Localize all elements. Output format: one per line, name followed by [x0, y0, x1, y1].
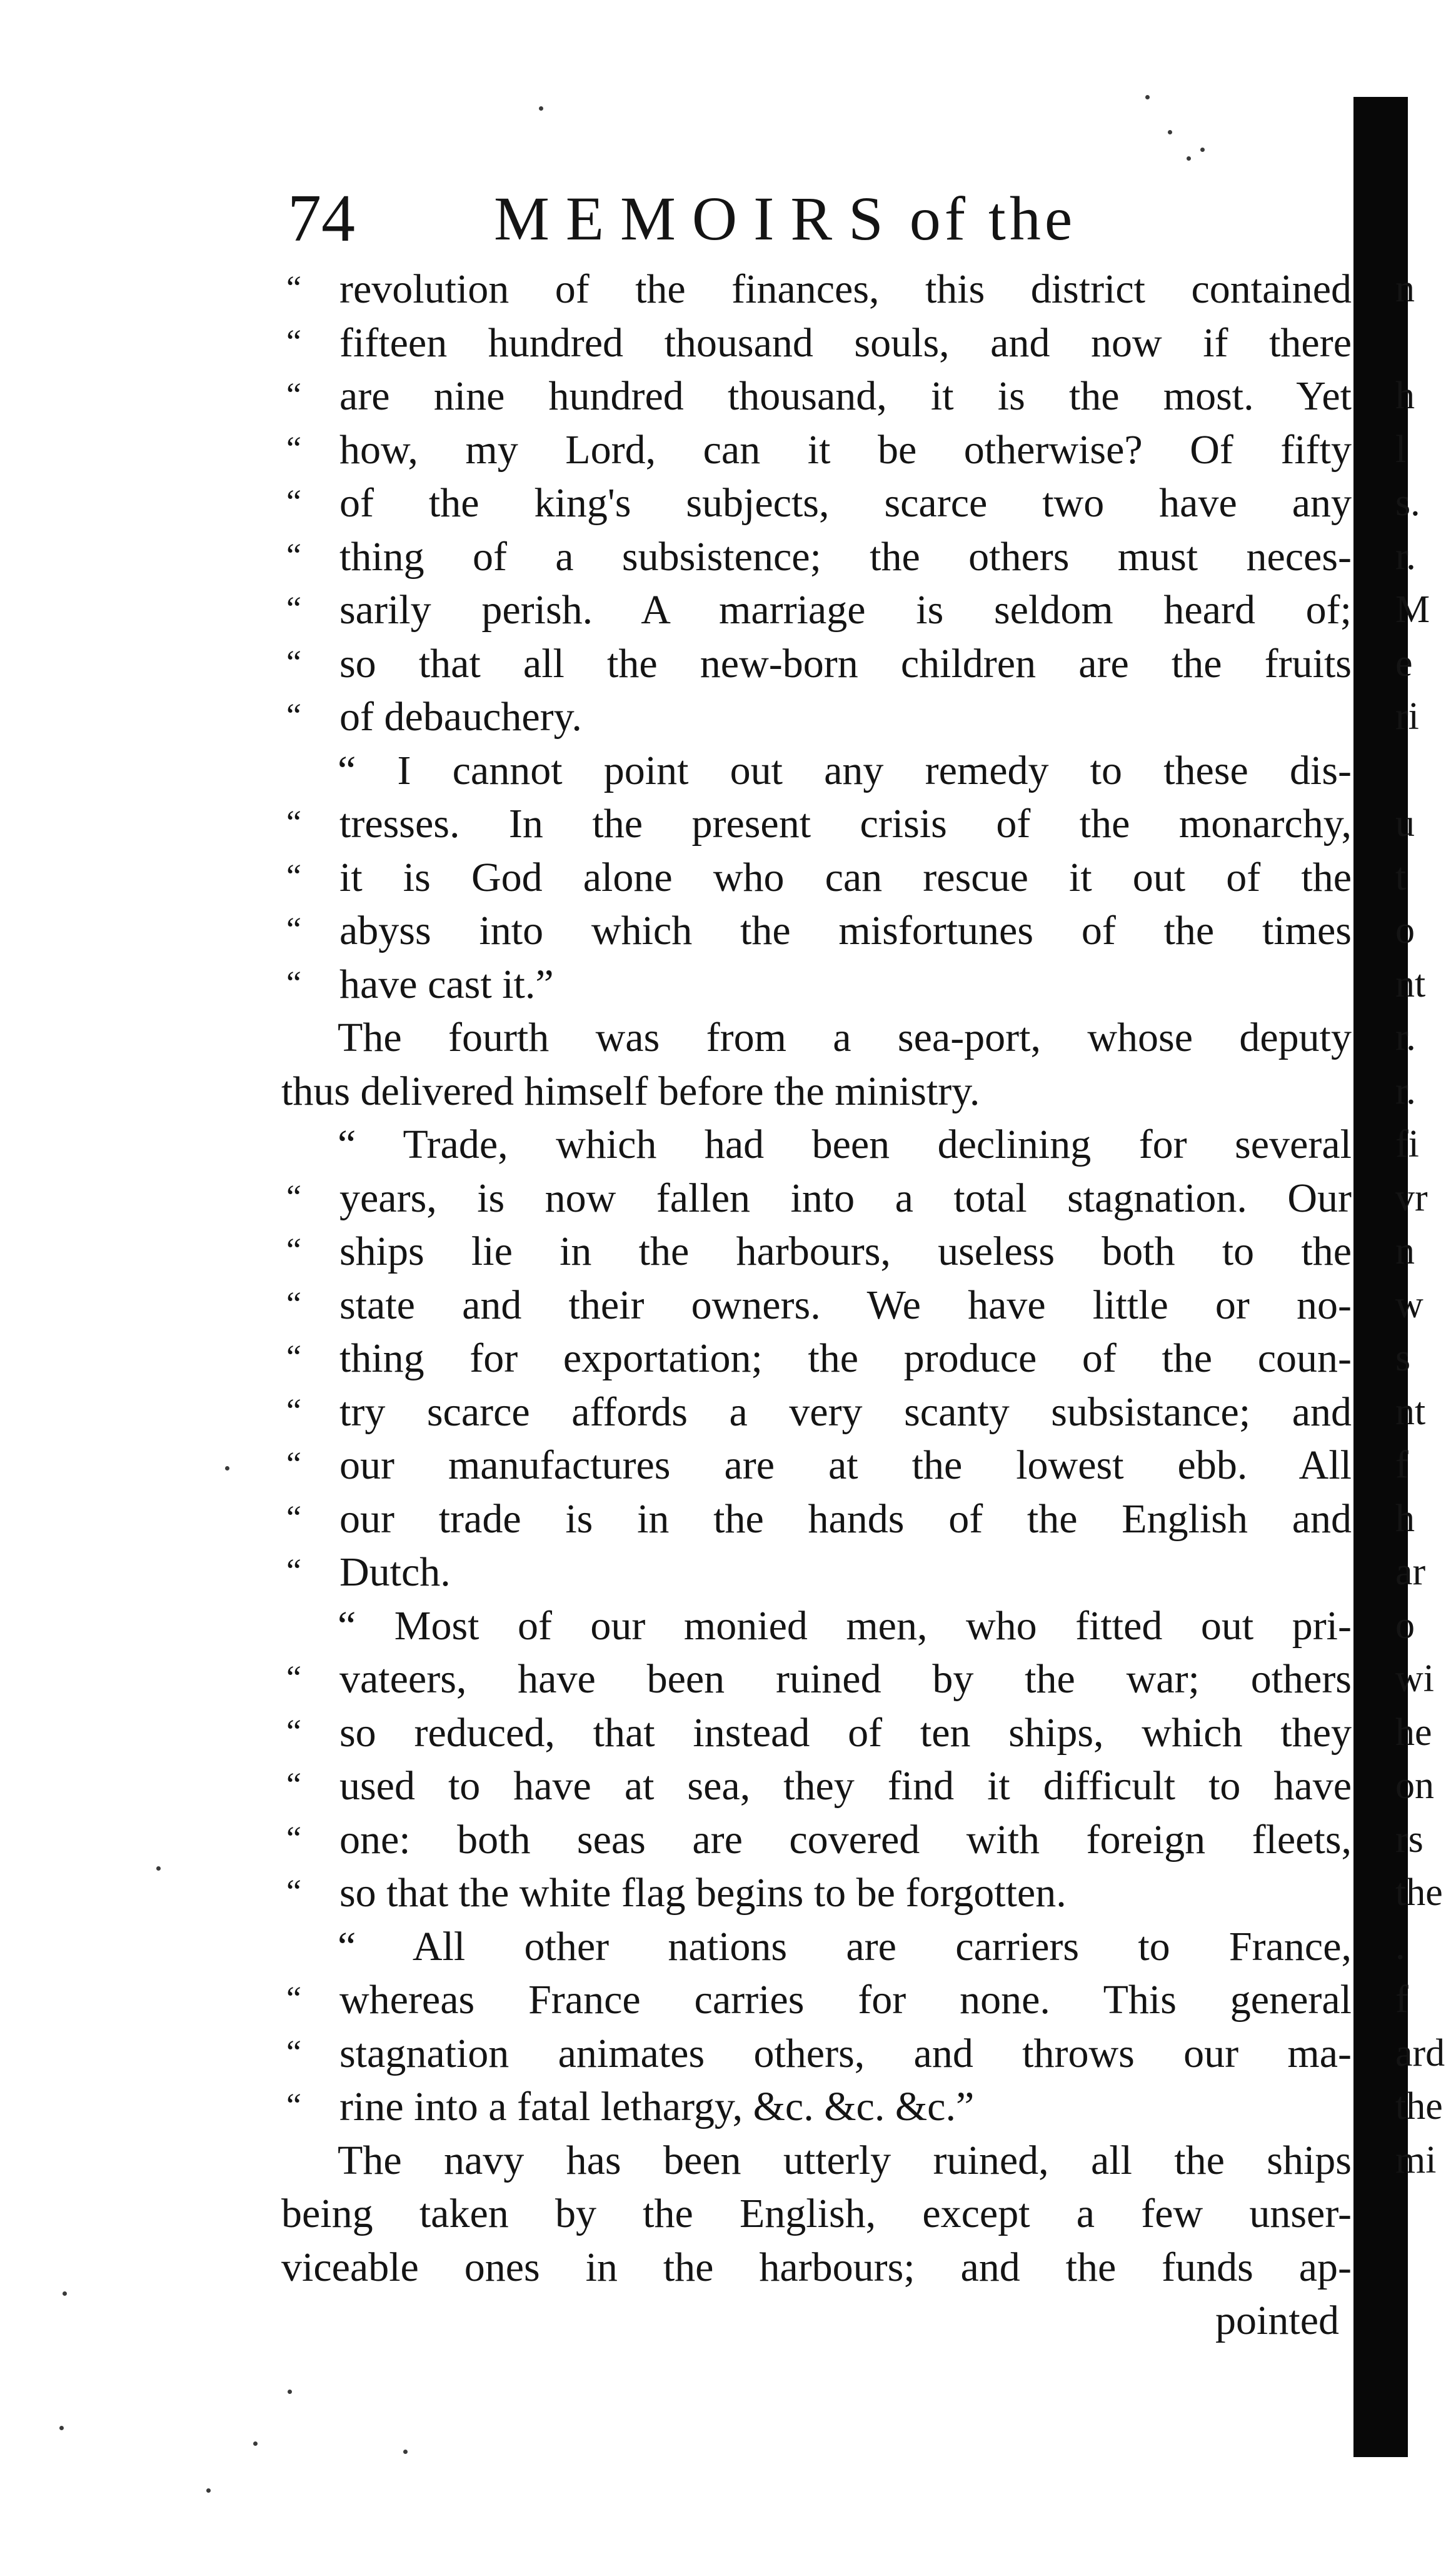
text-line: “ I cannot point out any remedy to these dis- — [338, 747, 1352, 793]
text-line: “ Dutch. — [281, 1546, 1352, 1599]
facing-page-fragment: r. — [1395, 1016, 1416, 1058]
text-line: “ abyss into which the misfortunes of the times — [281, 904, 1352, 958]
text-line: “ have cast it.” — [281, 958, 1352, 1012]
text-line: “ vateers, have been ruined by the war; others — [281, 1652, 1352, 1706]
text-line: “ stagnation animates others, and throws our ma- — [281, 2027, 1352, 2081]
facing-page-fragment: wi — [1395, 1657, 1434, 1700]
scan-speck — [225, 1466, 229, 1471]
text-line: “ one: both seas are covered with foreign fleets, — [281, 1813, 1352, 1867]
facing-page-fragment: s. — [1395, 481, 1420, 524]
facing-page-fragment: s — [1395, 1337, 1411, 1379]
text-line: The fourth was from a sea-port, whose deputy — [338, 1015, 1352, 1060]
text-line: “ are nine hundred thousand, it is the most. Yet — [281, 370, 1352, 423]
facing-page-fragment: h — [1395, 375, 1415, 417]
facing-page-fragment: he — [1395, 1711, 1432, 1754]
facing-page-fragment: ard — [1395, 2031, 1445, 2074]
facing-page-fragment: r. — [1395, 1069, 1416, 1112]
facing-page-fragment: the — [1395, 1871, 1443, 1914]
text-line: “ thing for exportation; the produce of the coun- — [281, 1332, 1352, 1385]
text-line: “ sarily perish. A marriage is seldom heard of; — [281, 583, 1352, 637]
body-text — [281, 263, 1352, 2348]
facing-page-fragment: fi — [1395, 1123, 1419, 1165]
text-line: “ so that all the new-born children are the fruits — [281, 637, 1352, 691]
facing-page-fragment: r. — [1395, 535, 1416, 578]
text-line: “ Most of our monied men, who fitted out pri- — [338, 1602, 1352, 1649]
text-line: “ so that the white flag begins to be forgotten. — [281, 1866, 1352, 1920]
text-line: “ years, is now fallen into a total stagnation. Our — [281, 1172, 1352, 1225]
text-line: “ used to have at sea, they find it difficult to have — [281, 1759, 1352, 1813]
facing-page-fragment: ri — [1395, 695, 1419, 738]
scan-speck — [253, 2441, 258, 2446]
scan-speck — [1187, 156, 1191, 161]
running-title-suffix: of the — [909, 184, 1077, 253]
facing-page-fragment: f — [1395, 1444, 1408, 1486]
facing-page-fragment: vr — [1395, 1176, 1428, 1219]
facing-page-fragment: nt — [1395, 1390, 1426, 1433]
scan-speck — [1168, 130, 1172, 134]
text-line: “ tresses. In the present crisis of the monarchy, — [281, 797, 1352, 851]
text-line: “ thing of a subsistence; the others must neces- — [281, 530, 1352, 584]
running-title-main: MEMOIRS — [494, 184, 900, 253]
text-line: “ try scarce affords a very scanty subsistance; and — [281, 1385, 1352, 1439]
scan-speck — [156, 1866, 161, 1871]
scan-speck — [403, 2450, 408, 2454]
scan-speck — [1145, 95, 1150, 99]
facing-page-fragment: o — [1395, 1604, 1415, 1647]
facing-page-fragment: w — [1395, 1283, 1423, 1326]
scan-speck — [1200, 148, 1205, 152]
text-line: “ it is God alone who can rescue it out of the — [281, 851, 1352, 905]
facing-page-fragment: u — [1395, 802, 1415, 845]
text-line: The navy has been utterly ruined, all the ships — [338, 2137, 1352, 2183]
page-number: 74 — [288, 181, 355, 256]
text-line: “ how, my Lord, can it be otherwise? Of fifty — [281, 423, 1352, 477]
scan-speck — [539, 106, 543, 111]
text-line: “ ships lie in the harbours, useless both to the — [281, 1225, 1352, 1279]
facing-page-fragment: o — [1395, 909, 1415, 952]
text-line: “ All other nations are carriers to France, — [338, 1923, 1352, 1969]
facing-page-fragment: n — [1395, 268, 1415, 310]
running-header — [288, 175, 1363, 263]
scan-speck — [59, 2426, 64, 2430]
running-title — [494, 175, 1076, 263]
text-line: “ whereas France carries for none. This general — [281, 1973, 1352, 2027]
facing-page-fragment: l — [1395, 428, 1407, 471]
facing-page-fragment: e — [1395, 641, 1413, 685]
facing-page-fragment: n — [1395, 1230, 1415, 1272]
text-line: “ our trade is in the hands of the English and — [281, 1492, 1352, 1546]
facing-page-fragment: rs — [1395, 1817, 1423, 1861]
facing-page-fragment: ar — [1395, 1551, 1426, 1593]
facing-page-fragment: M — [1395, 588, 1430, 631]
text-line: “ of debauchery. — [281, 690, 1352, 744]
text-line: “ our manufactures are at the lowest ebb. All — [281, 1439, 1352, 1492]
facing-page-fragment: f — [1395, 1978, 1408, 2021]
facing-page-fragment: mi — [1395, 2138, 1437, 2181]
text-line: “ Trade, which had been declining for several — [338, 1122, 1352, 1167]
scan-speck — [288, 2390, 292, 2394]
facing-page-fragment: t — [1395, 855, 1407, 898]
facing-page-fragment: nt — [1395, 962, 1426, 1005]
facing-page-fragment: h — [1395, 1497, 1415, 1540]
scan-speck — [206, 2488, 211, 2493]
text-line: viceable ones in the harbours; and the funds ap- — [281, 2244, 1352, 2290]
facing-page-fragment: on — [1395, 1764, 1434, 1807]
scan-speck — [63, 2291, 67, 2296]
text-line: thus delivered himself before the ministry. — [281, 1068, 980, 1114]
text-line: “ so reduced, that instead of ten ships, which they — [281, 1706, 1352, 1760]
text-line: “ state and their owners. We have little or no- — [281, 1279, 1352, 1332]
text-line: “ rine into a fatal lethargy, &c. &c. &c.” — [281, 2080, 1352, 2134]
facing-page-fragment: . — [1395, 1924, 1405, 1968]
text-line: “ of the king's subjects, scarce two have any — [281, 476, 1352, 530]
facing-page-fragment: the — [1395, 2085, 1443, 2128]
text-line: “ revolution of the finances, this district contained — [281, 263, 1352, 316]
text-line: pointed — [1215, 2298, 1339, 2343]
text-line: being taken by the English, except a few unser- — [281, 2191, 1352, 2236]
text-line: “ fifteen hundred thousand souls, and now if there — [281, 316, 1352, 370]
